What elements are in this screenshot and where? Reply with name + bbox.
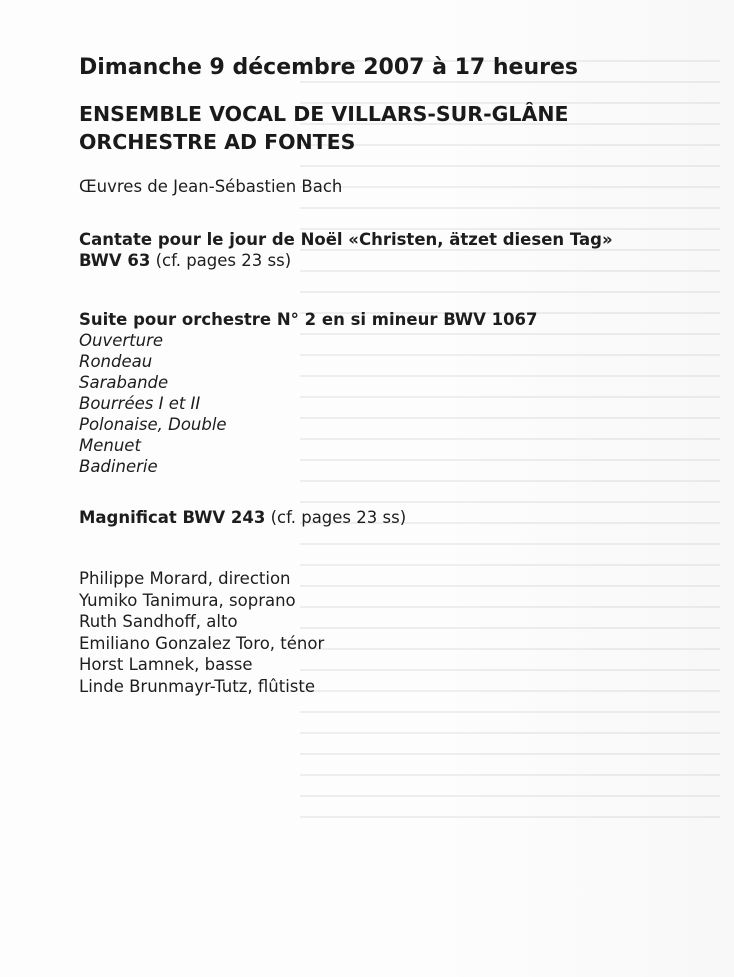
movement-item: Polonaise, Double (79, 415, 227, 434)
magnificat-entry (79, 507, 679, 528)
cantate-bwv: BWV 63 (79, 251, 151, 270)
suite-movements-list (79, 330, 679, 477)
movement-item: Rondeau (79, 352, 153, 371)
performer-item: Horst Lamnek, basse (79, 655, 253, 674)
performer-item: Philippe Morard, direction (79, 569, 291, 588)
movement-item: Badinerie (79, 457, 158, 476)
performer-item: Linde Brunmayr-Tutz, flûtiste (79, 676, 316, 696)
magnificat-page-note: (cf. pages 23 ss) (265, 508, 407, 527)
performers-list (79, 568, 679, 697)
performer-item: Yumiko Tanimura, soprano (79, 590, 296, 610)
cantate-title: Cantate pour le jour de Noël «Christen, ätzet diesen Tag» (79, 230, 613, 249)
program-content (79, 52, 679, 697)
magnificat-title: Magnificat BWV 243 (79, 508, 266, 527)
ensemble-name: ENSEMBLE VOCAL DE VILLARS-SUR-GLÂNE (79, 102, 569, 126)
performer-item: Ruth Sandhoff, alto (79, 612, 238, 631)
movement-item: Sarabande (79, 373, 169, 392)
movement-item: Ouverture (79, 331, 164, 350)
orchestra-name: ORCHESTRE AD FONTES (79, 130, 356, 154)
cantate-page-note: (cf. pages 23 ss) (150, 251, 292, 270)
cantate-catalog-line (79, 250, 679, 271)
cantate-entry (79, 229, 679, 271)
suite-title: Suite pour orchestre N° 2 en si mineur BWV 1067 (79, 310, 538, 329)
concert-date: Dimanche 9 décembre 2007 à 17 heures (79, 55, 578, 80)
composer-line: Œuvres de Jean-Sébastien Bach (79, 177, 343, 196)
movement-item: Bourrées I et II (79, 394, 201, 413)
performer-item: Emiliano Gonzalez Toro, ténor (79, 633, 325, 653)
suite-entry (79, 309, 679, 477)
ensemble-heading (79, 100, 679, 156)
movement-item: Menuet (79, 436, 141, 455)
